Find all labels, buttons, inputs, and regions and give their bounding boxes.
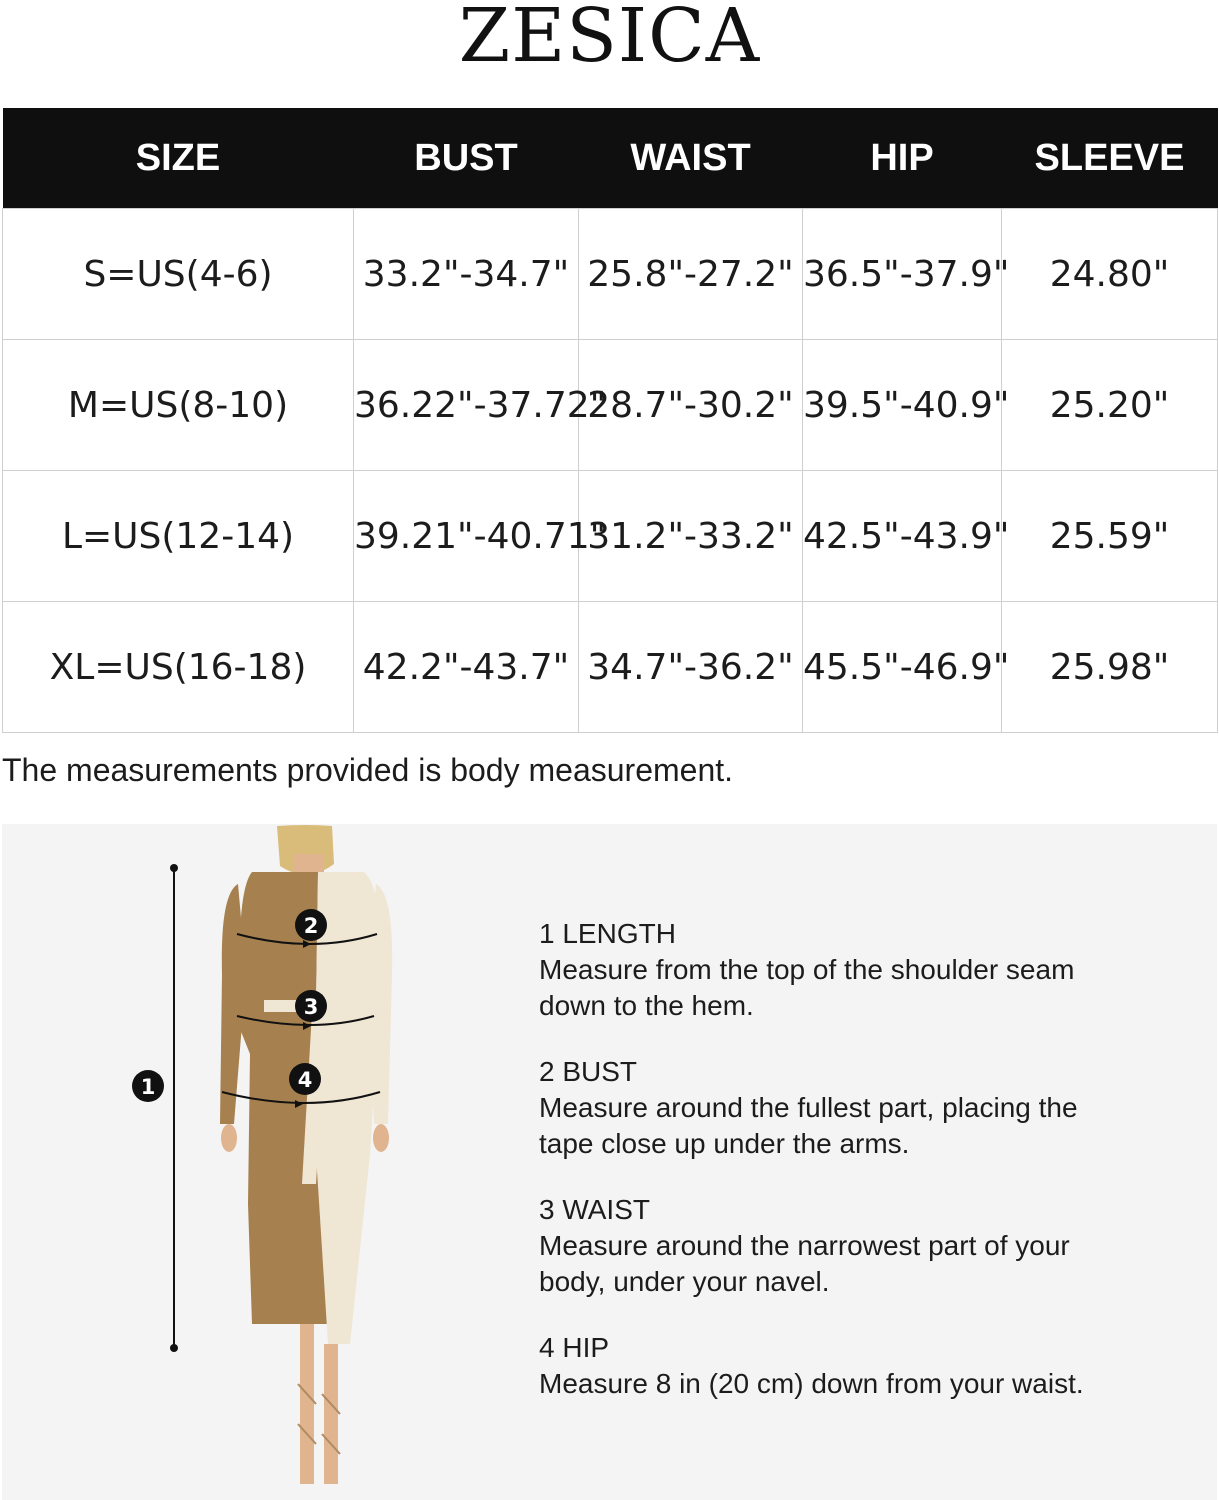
cell-size: S=US(4-6)	[3, 209, 354, 340]
step-description: Measure from the top of the shoulder seam down to the hem.	[539, 954, 1075, 1021]
marker-1-label: 1	[140, 1075, 156, 1099]
step-title: 2 BUST	[539, 1056, 638, 1087]
table-row	[3, 209, 1218, 340]
cell-sleeve: 24.80"	[1002, 209, 1218, 340]
dress-figure	[102, 824, 462, 1500]
size-chart-table	[2, 108, 1218, 733]
cell-bust: 42.2"-43.7"	[354, 602, 579, 733]
cell-sleeve: 25.59"	[1002, 471, 1218, 602]
header-sleeve: SLEEVE	[1002, 108, 1218, 209]
cell-size: M=US(8-10)	[3, 340, 354, 471]
cell-hip: 42.5"-43.9"	[803, 471, 1002, 602]
cell-bust: 33.2"-34.7"	[354, 209, 579, 340]
measurement-instructions	[539, 916, 1199, 1432]
marker-2-label: 2	[303, 914, 319, 938]
marker-4-label: 4	[297, 1068, 313, 1092]
left-hand	[221, 1124, 237, 1152]
step-title: 3 WAIST	[539, 1194, 650, 1225]
step-title: 4 HIP	[539, 1332, 610, 1363]
table-row	[3, 471, 1218, 602]
cell-size: L=US(12-14)	[3, 471, 354, 602]
header-bust: BUST	[354, 108, 579, 209]
left-leg	[300, 1324, 314, 1484]
brand-logo: ZESICA	[458, 0, 761, 79]
header-hip: HIP	[803, 108, 1002, 209]
step-hip	[539, 1330, 1199, 1402]
cell-size: XL=US(16-18)	[3, 602, 354, 733]
cell-hip: 36.5"-37.9"	[803, 209, 1002, 340]
right-hand	[373, 1124, 389, 1152]
step-title: 1 LENGTH	[539, 918, 676, 949]
step-waist	[539, 1192, 1199, 1300]
cell-sleeve: 25.98"	[1002, 602, 1218, 733]
header-waist: WAIST	[579, 108, 803, 209]
cell-waist: 25.8"-27.2"	[579, 209, 803, 340]
step-description: Measure 8 in (20 cm) down from your waist.	[539, 1368, 1084, 1399]
cell-hip: 39.5"-40.9"	[803, 340, 1002, 471]
table-header-row	[3, 108, 1218, 209]
measurement-guide	[2, 824, 1217, 1500]
cell-waist: 31.2"-33.2"	[579, 471, 803, 602]
header-size: SIZE	[3, 108, 354, 209]
cell-bust: 39.21"-40.71"	[354, 471, 579, 602]
cell-waist: 34.7"-36.2"	[579, 602, 803, 733]
table-row	[3, 340, 1218, 471]
measurement-note: The measurements provided is body measurement.	[2, 752, 734, 788]
step-length	[539, 916, 1199, 1024]
cell-hip: 45.5"-46.9"	[803, 602, 1002, 733]
length-ruler-top-dot	[170, 864, 178, 872]
cell-sleeve: 25.20"	[1002, 340, 1218, 471]
right-leg	[324, 1344, 338, 1484]
cell-waist: 28.7"-30.2"	[579, 340, 803, 471]
cell-bust: 36.22"-37.72"	[354, 340, 579, 471]
step-description: Measure around the narrowest part of your body, under your navel.	[539, 1230, 1070, 1297]
marker-3-label: 3	[303, 995, 319, 1019]
table-row	[3, 602, 1218, 733]
step-description: Measure around the fullest part, placing the tape close up under the arms.	[539, 1092, 1078, 1159]
step-bust	[539, 1054, 1199, 1162]
length-ruler-bottom-dot	[170, 1344, 178, 1352]
